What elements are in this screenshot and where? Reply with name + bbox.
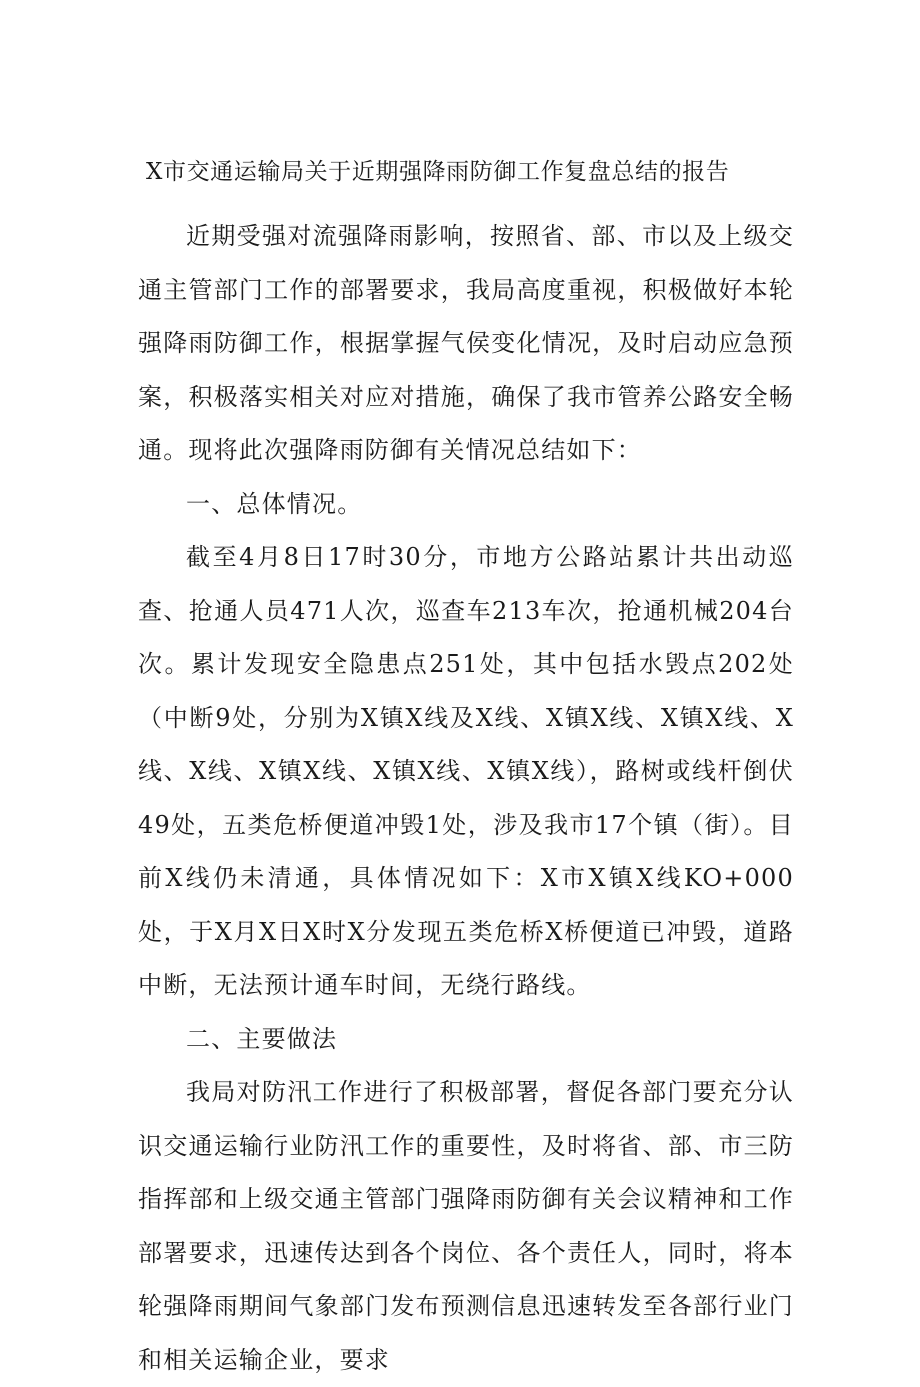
intro-paragraph: 近期受强对流强降雨影响，按照省、部、市以及上级交通主管部门工作的部署要求，我局高度重视，积极做好本轮强降雨防御工作，根据掌握气侯变化情况，及时启动应急预案，积极落实相关对应对措施，确保了我市管养公路安全畅通。现将此次强降雨防御有关情况总结如下： [138,222,794,464]
section-1-paragraph: 截至4月8日17时30分，市地方公路站累计共出动巡查、抢通人员471人次，巡查车213车次，抢通机械204台次。累计发现安全隐患点251处，其中包括水毁点202处（中断9处，分别为X镇X线及X线、X镇X线、X镇X线、X线、X线、X镇X线、X镇X线、X镇X线），路树或线杆倒伏49处，五类危桥便道冲毁1处，涉及我市17个镇（街）。目前X线仍未清通，具体情况如下：X市X镇X线KO+000处，于X月X日X时X分发现五类危桥X桥便道已冲毁，道路中断，无法预计通车时间，无绕行路线。 [138,543,794,999]
section-2-paragraph: 我局对防汛工作进行了积极部署，督促各部门要充分认识交通运输行业防汛工作的重要性，及时将省、部、市三防指挥部和上级交通主管部门强降雨防御有关会议精神和工作部署要求，迅速传达到各个岗位、各个责任人，同时，将本轮强降雨期间气象部门发布预测信息迅速转发至各部行业门和相关运输企业，要求 [138,1078,794,1374]
section-2-heading: 二、主要做法 [186,1024,338,1053]
document-body [138,210,794,1387]
document-title: X市交通运输局关于近期强降雨防御工作复盘总结的报告 [146,159,730,185]
section-1-heading: 一、总体情况。 [186,489,363,518]
